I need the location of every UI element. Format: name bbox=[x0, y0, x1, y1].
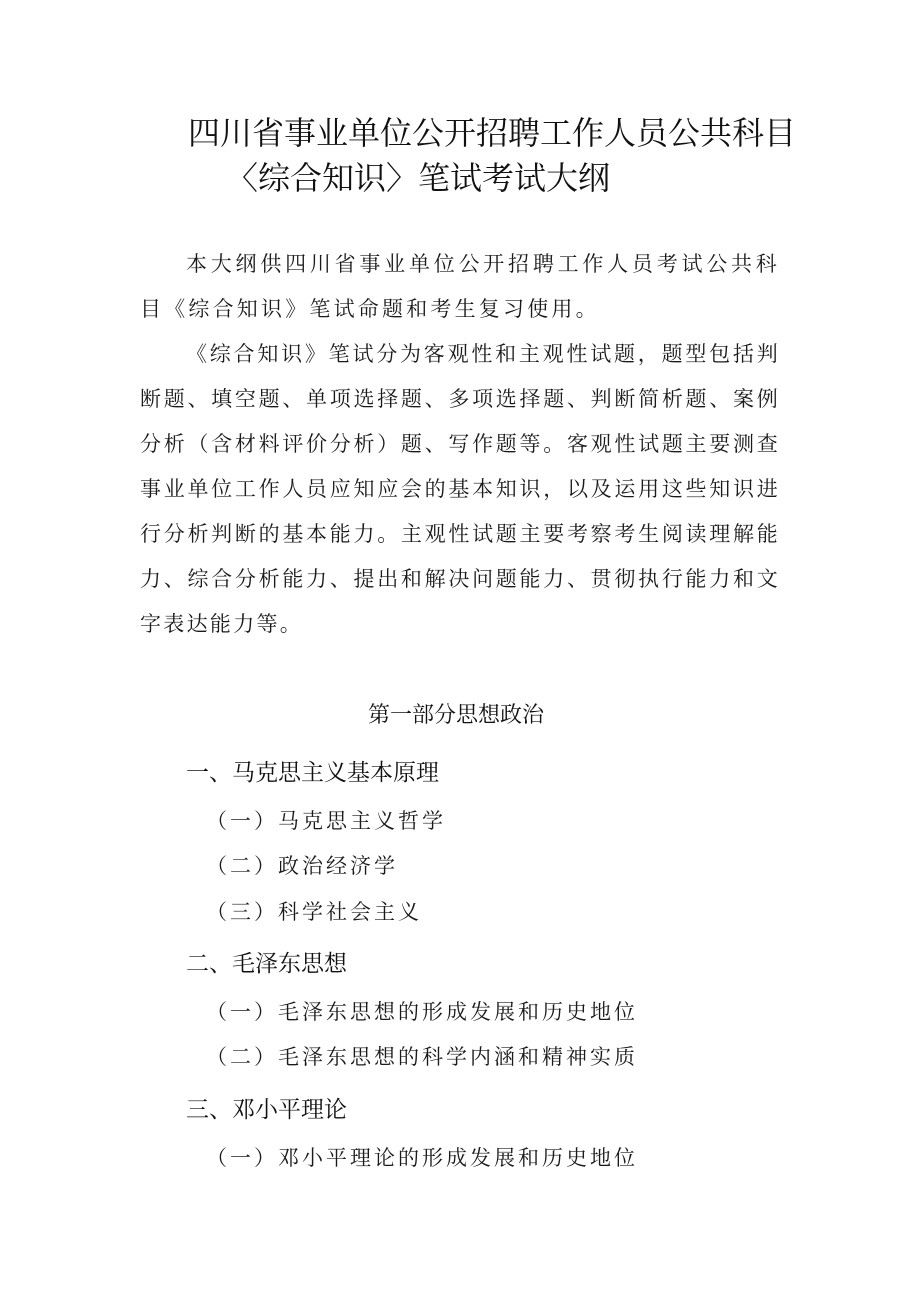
section-2-item-2: （二）毛泽东思想的科学内涵和精神实质 bbox=[206, 1045, 638, 1069]
part-title: 第一部分思想政治 bbox=[368, 703, 545, 728]
section-heading-1: 一、马克思主义基本原理 bbox=[186, 760, 439, 786]
section-3-item-1: （一）邓小平理论的形成发展和历史地位 bbox=[206, 1146, 638, 1170]
section-1-item-3: （三）科学社会主义 bbox=[206, 900, 422, 924]
section-1-item-1: （一）马克思主义哲学 bbox=[206, 809, 446, 833]
document-title-line-1: 四川省事业单位公开招聘工作人员公共科目 bbox=[188, 114, 797, 152]
section-2-item-1: （一）毛泽东思想的形成发展和历史地位 bbox=[206, 1000, 638, 1024]
intro-paragraph-1: 本大纲供四川省事业单位公开招聘工作人员考试公共科目《综合知识》笔试命题和考生复习使用。 bbox=[140, 252, 780, 321]
document-title-line-2: 〈综合知识〉笔试考试大纲 bbox=[226, 159, 611, 197]
section-1-item-2: （二）政治经济学 bbox=[206, 854, 398, 878]
section-heading-3: 三、邓小平理论 bbox=[186, 1097, 347, 1123]
section-heading-2: 二、毛泽东思想 bbox=[186, 951, 347, 977]
intro-paragraph-2: 《综合知识》笔试分为客观性和主观性试题，题型包括判断题、填空题、单项选择题、多项选择题、判断简析题、案例分析（含材料评价分析）题、写作题等。客观性试题主要测查事业单位工作人员应知应会的基本知识，以及运用这些知识进行分析判断的基本能力。主观性试题主要考察考生阅读理解能力、综合分析能力、提出和解决问题能力、贯彻执行能力和文字表达能力等。 bbox=[140, 342, 780, 636]
